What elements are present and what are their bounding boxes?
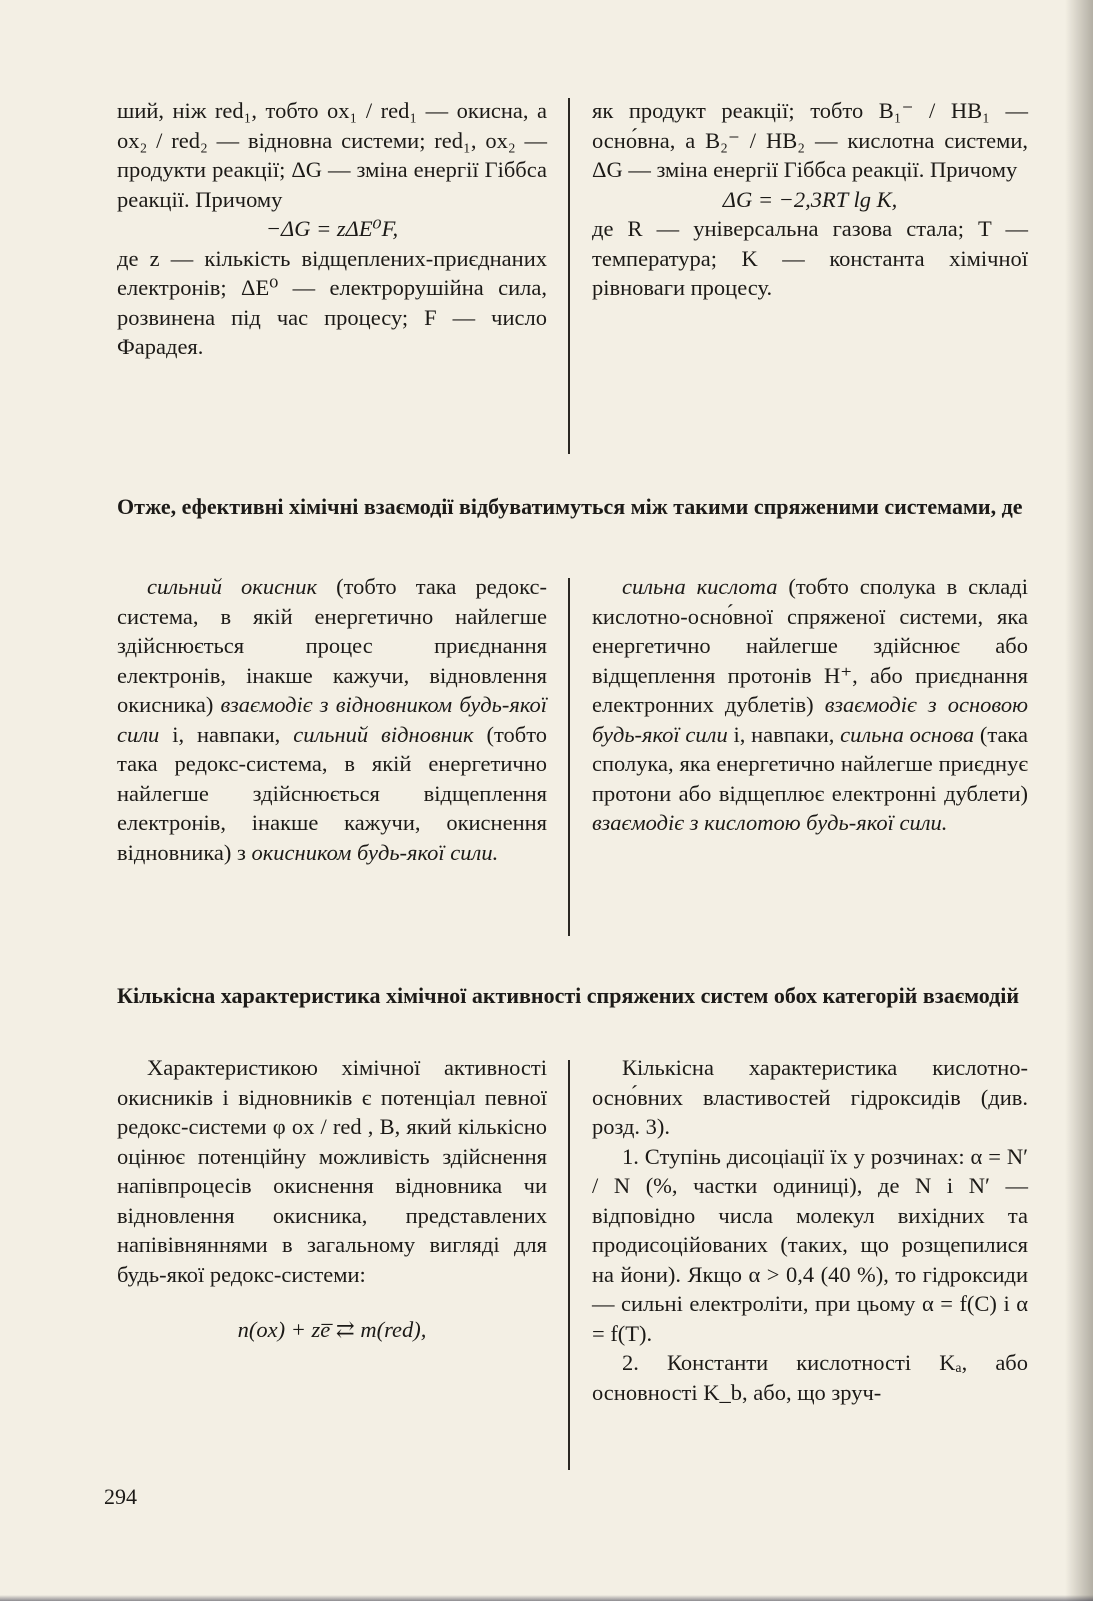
column-divider xyxy=(568,98,570,454)
column-divider xyxy=(568,578,570,936)
emphasis: сильна основа xyxy=(840,721,975,747)
block1-right-column xyxy=(592,96,1028,303)
text-run: і, навпаки, xyxy=(159,721,294,747)
paragraph: де R — універсальна газова стала; T — температура; K — константа хімічної рівноваги процесу. xyxy=(592,216,1028,300)
section-heading: Кількісна характеристика хімічної активності спряжених систем обох категорій взаємодій xyxy=(117,983,1020,1008)
paragraph: як продукт реакції; тобто B₁⁻ / HB₁ — осно́вна, а B₂⁻ / HB₂ — кислотна системи, ΔG — зміна енергії Гіббса реакції. Причому xyxy=(592,98,1028,182)
block1-left-column xyxy=(117,96,547,362)
text-run: (така сполука, яка енергетично найлегше приєднує протони або відщеплює електронні дублети) xyxy=(592,721,1029,806)
text-run: (тобто сполука в складі кислотно-осно́вної спряженої системи, яка енергетично найлегше здійснює або відщеплення протонів H⁺, або приєднання електронних дублетів) xyxy=(592,574,1028,717)
emphasis: сильний відновник xyxy=(293,721,474,747)
section-heading: Отже, ефективні хімічні взаємодії відбуватимуться між такими спряженими системами, де xyxy=(117,494,1023,519)
text-run: і, навпаки, xyxy=(727,721,841,747)
block2-left-column xyxy=(117,572,547,867)
page-bottom-edge xyxy=(0,1595,1093,1601)
text-run: (тобто така редокс-система, в якій енергетично найлегше здійснюється відщеплення електронів, інакше кажучи, окиснення відновника) з xyxy=(117,721,548,865)
paragraph xyxy=(117,572,547,867)
formula-redox-half-reaction: n(ox) + ze̅ ⇄ m(red), xyxy=(237,1317,427,1342)
paragraph: Кількісна характеристика кислотно-осно́вних властивостей гідроксидів (див. розд. 3). xyxy=(592,1055,1028,1139)
text-run: (тобто така редокс-система, в якій енергетично найлегше здійснюється процес приєднання електронів, інакше кажучи, відновлення окисника) xyxy=(117,574,547,717)
block3-left-column xyxy=(117,1053,547,1345)
paragraph: 1. Ступінь дисоціації їх у розчинах: α = N′ / N (%, частки одиниці), де N і N′ — відповідно числа молекул вихідних та продисоційованих (таких, що розщепилися на йони). Якщо α > 0,4 (40 %), то гідроксиди — сильні електроліти, при цьому α = f(C) і α = f(T). xyxy=(592,1143,1028,1346)
paragraph: ший, ніж red₁, тобто ox₁ / red₁ — окисна, а ox₂ / red₂ — відновна системи; red₁, ox₂ — продукти реакції; ΔG — зміна енергії Гіббса реакції. Причому xyxy=(117,98,547,212)
block2-right-column xyxy=(592,572,1028,838)
paragraph: де z — кількість відщеплених-приєднаних електронів; ΔE⁰ — електрорушійна сила, розвинена під час процесу; F — число Фарадея. xyxy=(117,245,547,359)
paragraph: 2. Константи кислотності Kₐ, або основності K_b, або, що зруч- xyxy=(592,1350,1028,1405)
page-edge-shadow xyxy=(1065,0,1093,1601)
emphasis: сильний окисник xyxy=(147,574,317,599)
emphasis: сильна кислота xyxy=(622,574,778,599)
paragraph: Характеристикою хімічної активності окисників і відновників є потенціал певної редокс-системи φ ox / red , B, який кількісно оцінює потенційну можливість здійснення напівпроцесів окиснення відновника чи відновлення окисника, представлених напівівняннями в загальному вигляді для будь-якої редокс-системи: xyxy=(117,1055,547,1287)
emphasis: окисником будь-якої сили. xyxy=(251,839,499,865)
formula-gibbs-equilibrium: ΔG = −2,3RT lg K, xyxy=(722,186,898,212)
paragraph xyxy=(592,572,1028,838)
column-divider xyxy=(568,1060,570,1470)
page-number: 294 xyxy=(104,1484,137,1509)
formula-gibbs-emf: −ΔG = zΔE⁰F, xyxy=(265,216,399,241)
emphasis: взаємодіє з відновником будь-якої сили xyxy=(117,692,547,747)
emphasis: взаємодіє з кислотою будь-якої сили. xyxy=(592,810,948,835)
emphasis: взаємодіє з основою будь-якої сили xyxy=(592,692,1028,747)
block3-right-column xyxy=(592,1053,1028,1407)
